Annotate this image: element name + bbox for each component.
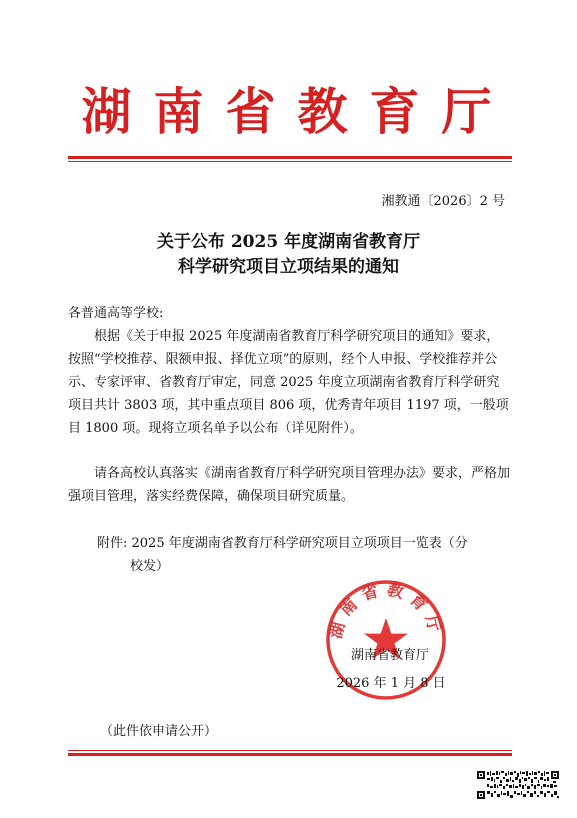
- attachment-line-1: 附件: 2025 年度湖南省教育厅科学研究项目立项项目一览表（分: [97, 536, 468, 551]
- footer-red-rule-thick: [68, 753, 512, 756]
- svg-text:湖南省教育厅: 湖南省教育厅: [326, 579, 446, 641]
- document-title: [0, 230, 577, 280]
- attachment-note: [97, 532, 517, 578]
- salutation: 各普通高等学校:: [68, 306, 164, 321]
- footer-red-rule-thin: [68, 750, 512, 751]
- body-paragraph-1: 根据《关于申报 2025 年度湖南省教育厅科学研究项目的通知》要求，按照“学校推荐、限额申报、择优立项”的原则，经个人申报、学校推荐并公示、专家评审、省教育厅审定，同意 2025 年度立项湖南省教育厅科学研究项目共计 3803 项，其中重点项目 806 项，优秀青年项目 1197 项，一般项目 1800 项。现将立项名单予以公布（详见附件）。: [68, 329, 509, 436]
- header-red-rule-thin: [68, 161, 512, 162]
- attachment-line-2: 校发）: [130, 559, 170, 574]
- disclosure-note: （此件依申请公开）: [100, 724, 218, 739]
- body-paragraph-2: 请各高校认真落实《湖南省教育厅科学研究项目管理办法》要求，严格加强项目管理，落实经费保障，确保项目研究质量。: [68, 466, 511, 504]
- header-red-rule-thick: [68, 156, 512, 159]
- document-title-line-1: 关于公布 2025 年度湖南省教育厅: [156, 232, 421, 252]
- document-barcode-icon: [477, 771, 559, 799]
- document-number: 湘教通〔2026〕2 号: [381, 194, 505, 209]
- issue-date: 2026 年 1 月 8 日: [336, 676, 446, 691]
- document-title-line-2: 科学研究项目立项结果的通知: [178, 257, 399, 277]
- issuing-authority-signature: 湖南省教育厅: [350, 648, 429, 663]
- issuing-organization-header: 湖南省教育厅: [81, 82, 514, 141]
